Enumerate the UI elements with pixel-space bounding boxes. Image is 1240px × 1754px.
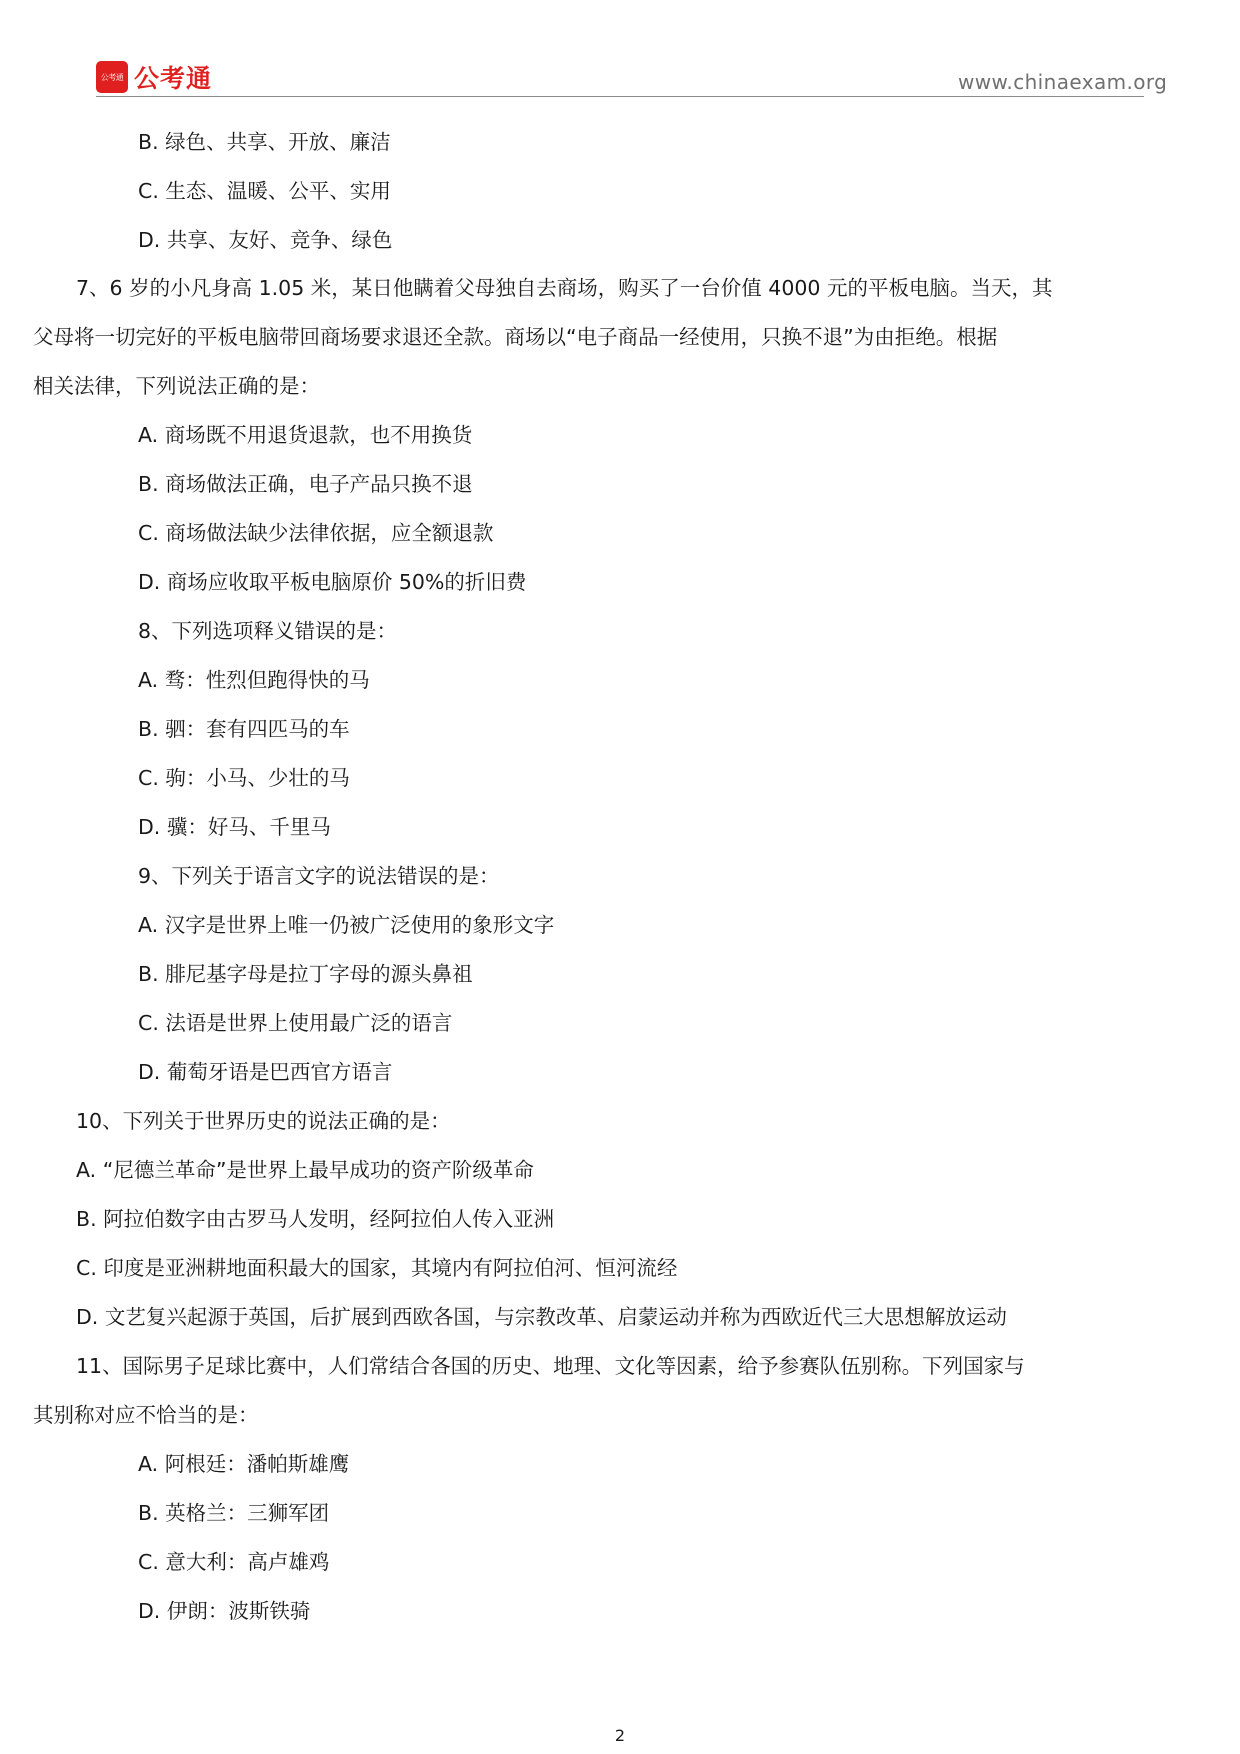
option-line: A. “尼德兰革命”是世界上最早成功的资产阶级革命 [76, 1158, 534, 1182]
option-line: B. 阿拉伯数字由古罗马人发明，经阿拉伯人传入亚洲 [76, 1207, 555, 1231]
option-line: A. 骛：性烈但跑得快的马 [138, 668, 370, 692]
question-8: 8、下列选项释义错误的是： [138, 619, 398, 643]
option-line: C. 印度是亚洲耕地面积最大的国家，其境内有阿拉伯河、恒河流经 [76, 1256, 678, 1280]
option-line: B. 驷：套有四匹马的车 [138, 717, 350, 741]
option-line: D. 伊朗：波斯铁骑 [138, 1599, 311, 1623]
option-line: D. 商场应收取平板电脑原价 50%的折旧费 [138, 570, 527, 594]
option-line: C. 商场做法缺少法律依据，应全额退款 [138, 521, 494, 545]
option-line: D. 共享、友好、竞争、绿色 [138, 228, 393, 252]
logo-wordmark: 公考通 [134, 64, 213, 93]
question-11-line-1: 11、国际男子足球比赛中，人们常结合各国的历史、地理、文化等因素，给予参赛队伍别称。下列国家与 [76, 1354, 1025, 1378]
option-line: B. 商场做法正确，电子产品只换不退 [138, 472, 473, 496]
question-11-line-2: 其别称对应不恰当的是： [33, 1403, 259, 1427]
option-line: B. 英格兰：三狮军团 [138, 1501, 330, 1525]
question-7-line-1: 7、6 岁的小凡身高 1.05 米，某日他瞒着父母独自去商场，购买了一台价值 4000 元的平板电脑。当天，其 [76, 276, 1053, 300]
option-line: D. 葡萄牙语是巴西官方语言 [138, 1060, 393, 1084]
page-header [0, 0, 1240, 120]
logo-mark-icon: 公考通 [96, 61, 128, 93]
option-line: A. 阿根廷：潘帕斯雄鹰 [138, 1452, 350, 1476]
option-line: D. 骥：好马、千里马 [138, 815, 331, 839]
option-line: A. 商场既不用退货退款，也不用换货 [138, 423, 473, 447]
brand-logo[interactable] [96, 60, 212, 94]
question-7-line-2: 父母将一切完好的平板电脑带回商场要求退还全款。商场以“电子商品一经使用，只换不退”为由拒绝。根据 [33, 325, 998, 349]
option-line: B. 绿色、共享、开放、廉洁 [138, 130, 391, 154]
option-line: C. 意大利：高卢雄鸡 [138, 1550, 330, 1574]
option-line: C. 生态、温暖、公平、实用 [138, 179, 391, 203]
option-line: C. 法语是世界上使用最广泛的语言 [138, 1011, 453, 1035]
option-line: A. 汉字是世界上唯一仍被广泛使用的象形文字 [138, 913, 555, 937]
option-line: D. 文艺复兴起源于英国，后扩展到西欧各国，与宗教改革、启蒙运动并称为西欧近代三大思想解放运动 [76, 1305, 1007, 1329]
question-7-line-3: 相关法律，下列说法正确的是： [33, 374, 320, 398]
page-number: 2 [614, 1726, 626, 1745]
option-line: C. 驹：小马、少壮的马 [138, 766, 350, 790]
question-10: 10、下列关于世界历史的说法正确的是： [76, 1109, 451, 1133]
option-line: B. 腓尼基字母是拉丁字母的源头鼻祖 [138, 962, 473, 986]
site-url-link[interactable]: www.chinaexam.org [958, 70, 1168, 94]
header-divider [96, 96, 1144, 97]
question-9: 9、下列关于语言文字的说法错误的是： [138, 864, 500, 888]
